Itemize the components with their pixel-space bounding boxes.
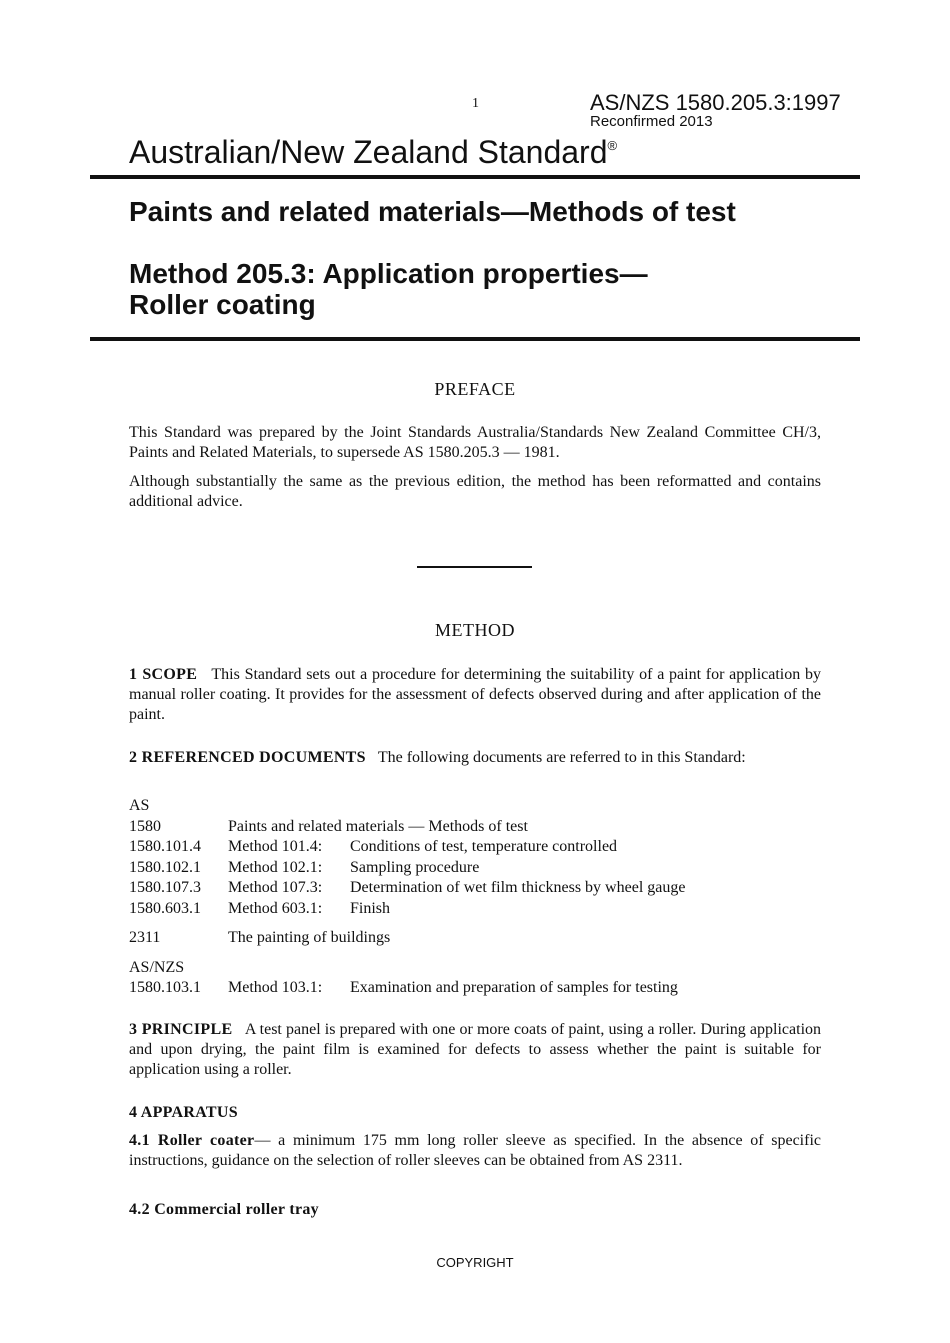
standard-number: AS/NZS 1580.205.3:1997	[590, 90, 841, 115]
subtitle-line-2: Roller coating	[129, 289, 316, 320]
clause-4-1-label: 4.1 Roller coater	[129, 1132, 255, 1149]
ref-row	[129, 878, 685, 899]
apparatus-label: 4 APPARATUS	[129, 1104, 238, 1121]
principle-section	[129, 1020, 821, 1080]
ref-title: Paints and related materials — Methods of test	[228, 817, 528, 835]
registered-mark: ®	[607, 138, 618, 153]
ref-title: Determination of wet film thickness by wheel gauge	[350, 879, 686, 896]
apparatus-4-1	[129, 1131, 821, 1171]
ref-code: 1580.107.3	[129, 879, 201, 896]
section-divider	[417, 566, 532, 568]
ref-title: Conditions of test, temperature controlled	[350, 838, 618, 855]
ref-title: Sampling procedure	[350, 858, 480, 876]
scope-section	[129, 665, 821, 725]
ref-group-as: AS	[129, 797, 150, 814]
clause-4-1-text: — a minimum 175 mm long roller sleeve as specified. In the absence of specific instructions, guidance on the selection of roller sleeves can be obtained from AS 2311.	[129, 1132, 822, 1169]
referenced-documents-list	[129, 796, 685, 999]
refdocs-label: 2 REFERENCED DOCUMENTS	[129, 749, 366, 766]
preface-paragraph-1: This Standard was prepared by the Joint Standards Australia/Standards New Zealand Committee CH/3, Paints and Related Materials, to supersede AS 1580.205.3 — 1981.	[129, 424, 821, 461]
ref-row	[129, 858, 685, 879]
ref-title: Examination and preparation of samples for testing	[350, 979, 678, 996]
preface-paragraph-2: Although substantially the same as the previous edition, the method has been reformatted and contains additional advice.	[129, 473, 821, 510]
ref-method: Method 107.3:	[228, 879, 323, 896]
brand-text: Australian/New Zealand Standard	[129, 134, 608, 170]
ref-method: Method 102.1:	[228, 858, 323, 876]
ref-row	[129, 899, 685, 920]
ref-code: 2311	[129, 929, 161, 946]
principle-label: 3 PRINCIPLE	[129, 1021, 233, 1038]
preface-heading: PREFACE	[434, 379, 516, 399]
principle-text: A test panel is prepared with one or more coats of paint, using a roller. During application and upon drying, the paint film is examined for defects to assess whether the paint is suitable for application using a roller.	[129, 1021, 822, 1078]
ref-row	[129, 978, 685, 999]
clause-4-2-label: 4.2 Commercial roller tray	[129, 1201, 319, 1218]
ref-title: The painting of buildings	[228, 929, 391, 946]
scope-text: This Standard sets out a procedure for determining the suitability of a paint for application by manual roller coating. It provides for the assessment of defects observed during and after application of the paint.	[129, 666, 821, 723]
page-number: 1	[472, 96, 479, 111]
ref-row	[129, 837, 685, 858]
ref-code: 1580.103.1	[129, 979, 201, 996]
method-heading: METHOD	[435, 620, 515, 640]
ref-method: Method 603.1:	[228, 899, 323, 917]
ref-method: Method 101.4:	[228, 838, 323, 855]
document-title: Paints and related materials—Methods of test	[129, 196, 736, 227]
ref-code: 1580.101.4	[129, 838, 201, 855]
ref-code: 1580.102.1	[129, 858, 201, 876]
ref-method: Method 103.1:	[228, 979, 323, 996]
ref-group-asnzs: AS/NZS	[129, 958, 185, 976]
copyright-footer: COPYRIGHT	[436, 1255, 514, 1270]
standard-brand	[129, 134, 617, 171]
scope-label: 1 SCOPE	[129, 666, 198, 683]
refdocs-text: The following documents are referred to in this Standard:	[377, 749, 746, 766]
ref-row	[129, 817, 685, 838]
top-rule	[90, 175, 860, 179]
ref-code: 1580	[129, 817, 161, 835]
document-subtitle	[129, 258, 648, 320]
refdocs-section	[129, 748, 821, 768]
apparatus-4-2	[129, 1200, 821, 1220]
apparatus-heading	[129, 1103, 821, 1123]
reconfirmed-note: Reconfirmed 2013	[590, 113, 713, 130]
subtitle-line-1: Method 205.3: Application properties—	[129, 258, 648, 289]
ref-code: 1580.603.1	[129, 899, 201, 917]
title-rule	[90, 337, 860, 341]
ref-title: Finish	[350, 899, 391, 917]
ref-row	[129, 928, 685, 949]
